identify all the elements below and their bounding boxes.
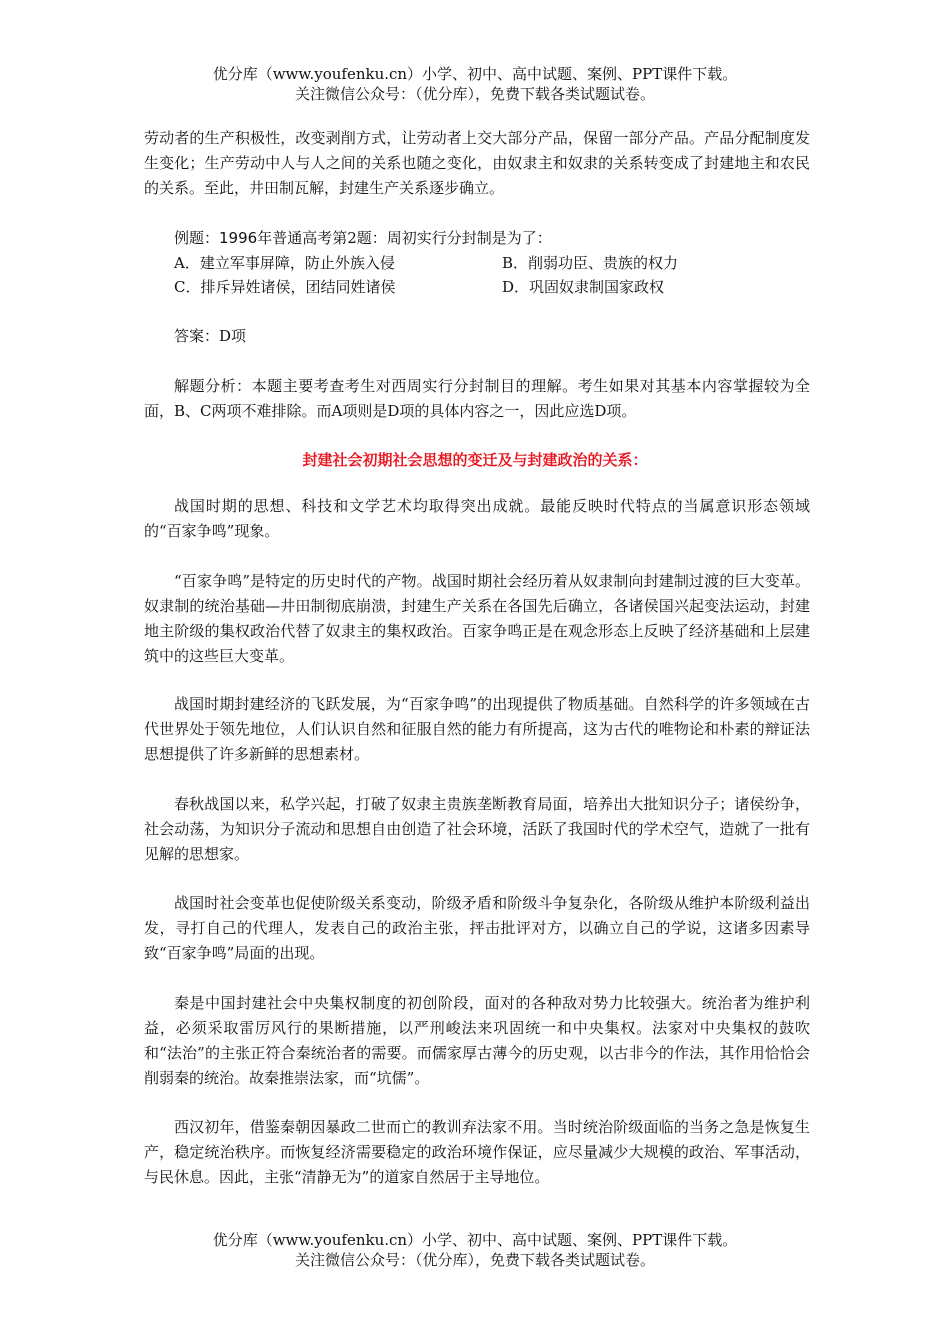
example-year: 1996 (219, 229, 258, 247)
paragraph-3: 战国时期封建经济的飞跃发展，为“百家争鸣”的出现提供了物质基础。自然科学的许多领域在古代世界处于领先地位，人们认识自然和征服自然的能力有所提高，这为古代的唯物论和朴素的辩证法思想提供了许多新鲜的思想素材。 (144, 695, 810, 763)
paragraph-7: 西汉初年，借鉴秦朝因暴政二世而亡的教训弃法家不用。当时统治阶级面临的当务之急是恢复生产，稳定统治秩序。而恢复经济需要稳定的政治环境作保证，应尽量减少大规模的政治、军事活动，与民休息。因此，主张“清静无为”的道家自然居于主导地位。 (144, 1118, 810, 1186)
answer: 答案：D项 (174, 327, 247, 345)
analysis-paragraph: 解题分析：本题主要考查考生对西周实行分封制目的理解。考生如果对其基本内容掌握较为全面，B、C两项不难排除。而A项则是D项的具体内容之一，因此应选D项。 (144, 377, 810, 420)
example-prefix: 例题： (174, 229, 220, 247)
header-line-2: 关注微信公众号：（优分库），免费下载各类试题试卷。 (294, 85, 655, 103)
header-line-1: 优分库（www.youfenku.cn）小学、初中、高中试题、案例、PPT课件下载。 (212, 65, 738, 83)
paragraph-6: 秦是中国封建社会中央集权制度的初创阶段，面对的各种敌对势力比较强大。统治者为维护利益，必须采取雷厉风行的果断措施，以严刑峻法来巩固统一和中央集权。法家对中央集权的鼓吹和“法治”的主张正符合秦统治者的需要。而儒家厚古薄今的历史观，以古非今的作法，其作用恰恰会削弱秦的统治。故秦推崇法家，而“坑儒”。 (144, 994, 810, 1087)
paragraph-5: 战国时社会变革也促使阶级关系变动，阶级矛盾和阶级斗争复杂化，各阶级从维护本阶级利益出发，寻打自己的代理人，发表自己的政治主张，抨击批评对方，以确立自己的学说，这诸多因素导致“百家争鸣”局面的出现。 (144, 894, 810, 962)
footer-line-2: 关注微信公众号：（优分库），免费下载各类试题试卷。 (294, 1251, 655, 1269)
paragraph-2: “百家争鸣”是特定的历史时代的产物。战国时期社会经历着从奴隶制向封建制过渡的巨大变革。奴隶制的统治基础—井田制彻底崩溃，封建生产关系在各国先后确立，各诸侯国兴起变法运动，封建地主阶级的集权政治代替了奴隶主的集权政治。百家争鸣正是在观念形态上反映了经济基础和上层建筑中的这些巨大变革。 (144, 572, 810, 665)
option-c: C．排斥异姓诸侯，团结同姓诸侯 (174, 278, 396, 296)
page-header (0, 64, 950, 104)
options-row-1 (174, 252, 814, 274)
option-d: D．巩固奴隶制国家政权 (502, 278, 665, 296)
example-text: 年普通高考第2题：周初实行分封制是为了： (257, 229, 552, 247)
option-a: A．建立军事屏障，防止外族入侵 (174, 254, 395, 272)
intro-paragraph: 劳动者的生产积极性，改变剥削方式，让劳动者上交大部分产品，保留一部分产品。产品分配制度发生变化；生产劳动中人与人之间的关系也随之变化，由奴隶主和奴隶的关系转变成了封建地主和农民的关系。至此，井田制瓦解，封建生产关系逐步确立。 (144, 129, 810, 197)
paragraph-4: 春秋战国以来，私学兴起，打破了奴隶主贵族垄断教育局面，培养出大批知识分子；诸侯纷争，社会动荡，为知识分子流动和思想自由创造了社会环境，活跃了我国时代的学术空气，造就了一批有见解的思想家。 (144, 795, 810, 863)
paragraph-1: 战国时期的思想、科技和文学艺术均取得突出成就。最能反映时代特点的当属意识形态领域的“百家争鸣”现象。 (144, 497, 810, 540)
section-heading: 封建社会初期社会思想的变迁及与封建政治的关系： (302, 451, 648, 469)
option-b: B．削弱功臣、贵族的权力 (502, 254, 679, 272)
page-footer (0, 1230, 950, 1270)
footer-line-1: 优分库（www.youfenku.cn）小学、初中、高中试题、案例、PPT课件下载。 (212, 1231, 738, 1249)
options-row-2 (174, 276, 814, 298)
example-question (144, 226, 810, 251)
